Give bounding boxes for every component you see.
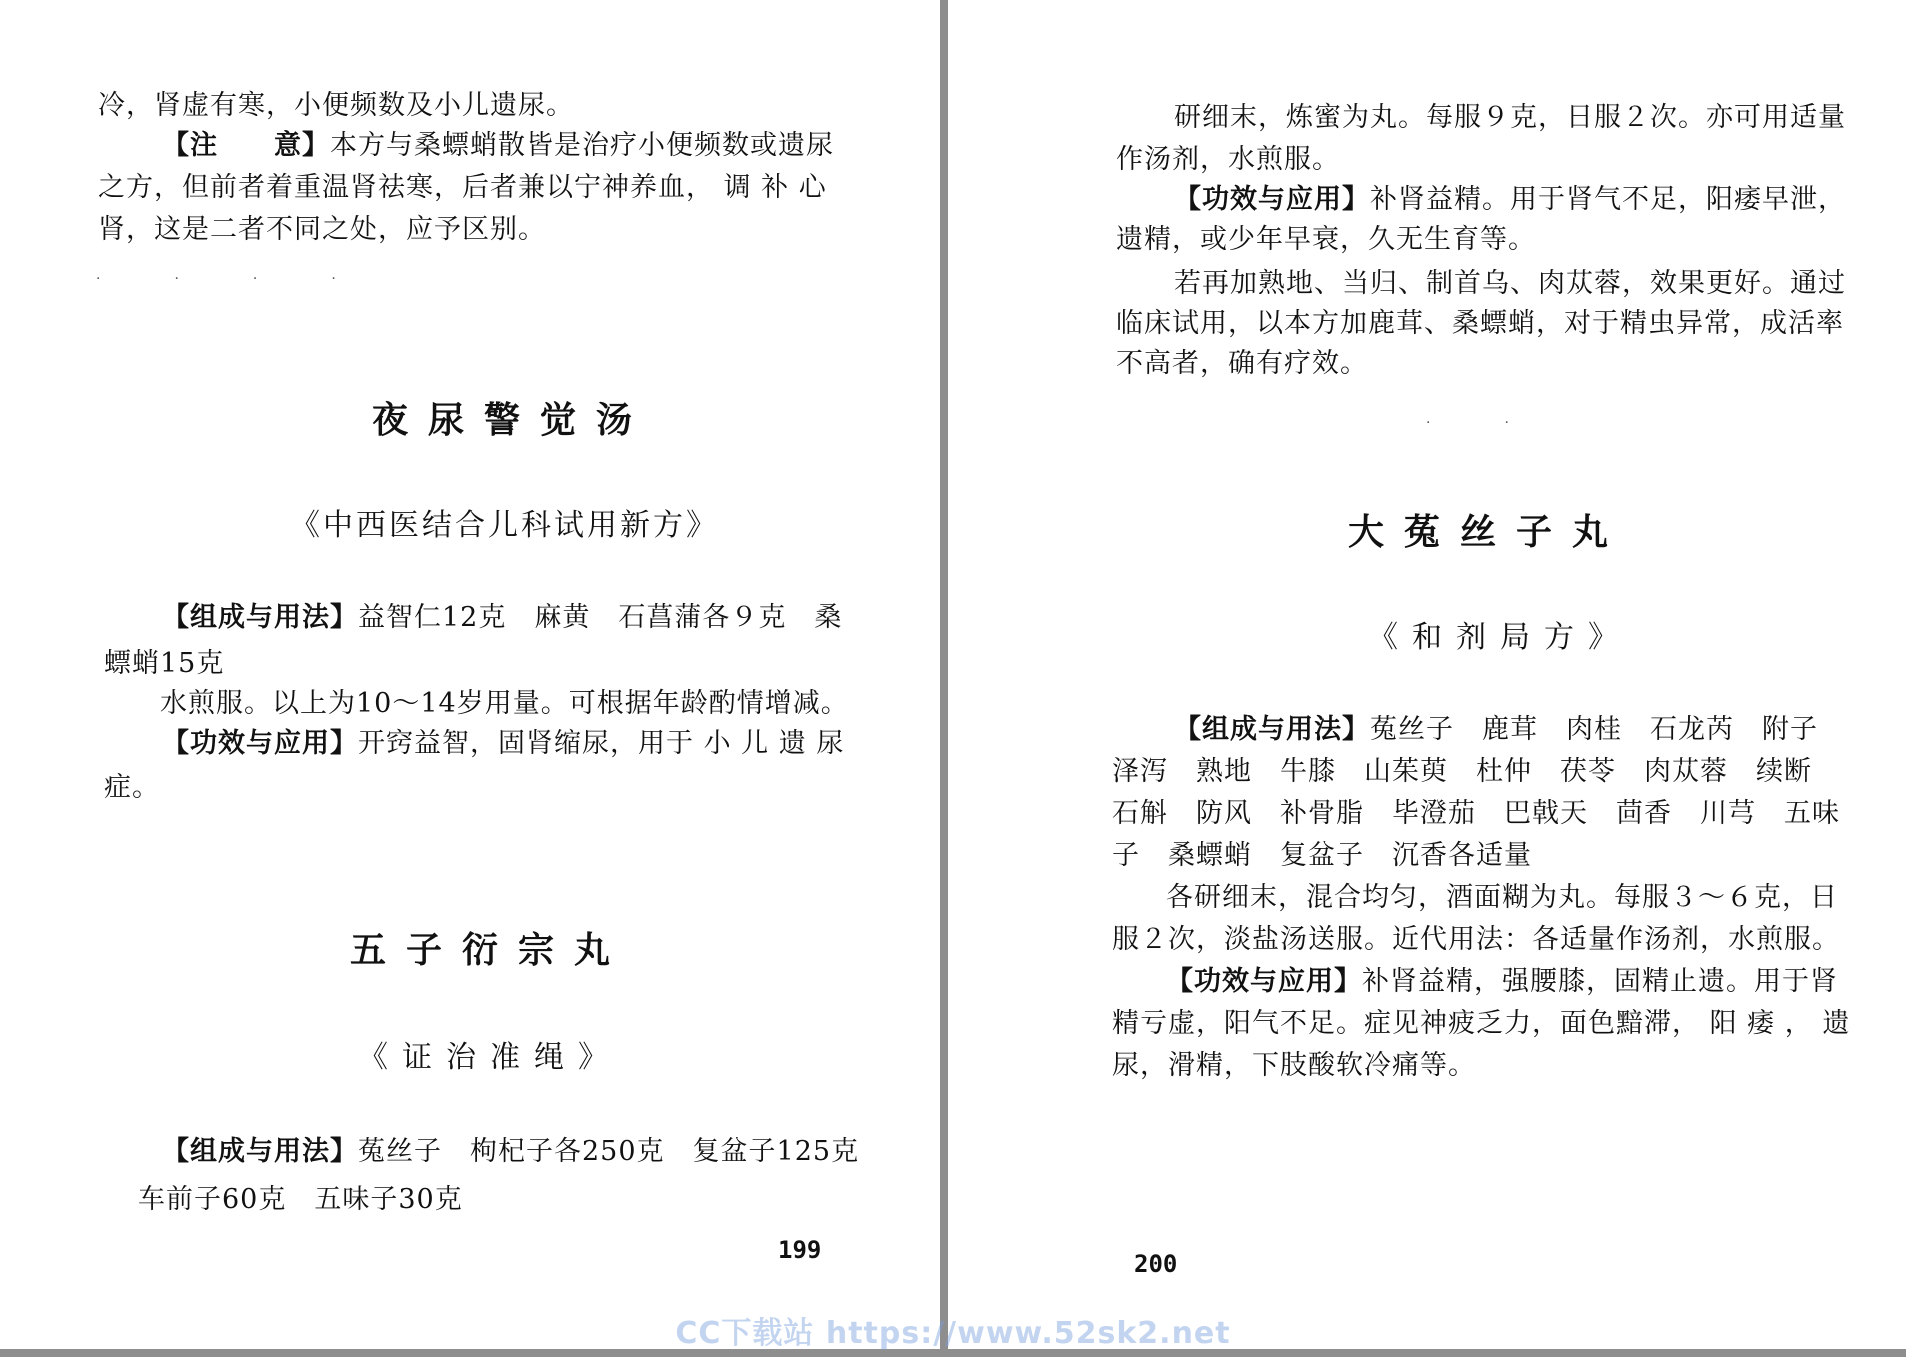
effect-label: 【功效与应用】: [162, 728, 358, 759]
text-line: 遗精，或少年早衰，久无生育等。: [1116, 224, 1536, 255]
formula-source: 《中西医结合儿科试用新方》: [290, 508, 719, 543]
text-line: 本方与桑螵蛸散皆是治疗小便频数或遗尿: [330, 130, 834, 161]
watermark: CC下载站 https://www.52sk2.net: [675, 1316, 1231, 1351]
text-line: 肾，这是二者不同之处，应予区别。: [98, 214, 546, 245]
text-line: 之方，但前者着重温肾祛寒，后者兼以宁神养血， 调 补 心: [98, 172, 827, 203]
note-label: 【注 意】: [162, 130, 330, 161]
page-number: 199: [778, 1236, 822, 1264]
text-line: 螵蛸15克: [104, 648, 225, 679]
effect-paragraph: 【功效与应用】补肾益精，强腰膝，固精止遗。用于肾: [1166, 966, 1838, 997]
right-page: [948, 0, 1906, 1357]
formula-source: 《证治准绳》: [358, 1040, 622, 1075]
left-page: [0, 0, 940, 1357]
text-line: 车前子60克 五味子30克: [138, 1184, 463, 1215]
text-line: 尿，滑精，下肢酸软冷痛等。: [1112, 1050, 1476, 1081]
text-line: 各研细末，混合均匀，酒面糊为丸。每服３～６克，日: [1166, 882, 1838, 913]
text-line: 冷，肾虚有寒，小便频数及小儿遗尿。: [98, 90, 574, 121]
page-divider: [940, 0, 948, 1357]
composition-paragraph: 【组成与用法】菟丝子 鹿茸 肉桂 石龙芮 附子: [1174, 714, 1818, 745]
scan-specks: · ·: [1426, 415, 1539, 431]
text-line: 研细末，炼蜜为丸。每服９克，日服２次。亦可用适量: [1174, 102, 1846, 133]
note-paragraph: [162, 128, 834, 164]
text-line: 精亏虚，阳气不足。症见神疲乏力，面色黯滞， 阳 痿 ， 遗: [1112, 1008, 1851, 1039]
composition-paragraph: 【组成与用法】益智仁12克 麻黄 石菖蒲各９克 桑: [162, 602, 843, 633]
text-line: 作汤剂，水煎服。: [1116, 144, 1340, 175]
text-line: 子 桑螵蛸 复盆子 沉香各适量: [1112, 840, 1532, 871]
text-line: 若再加熟地、当归、制首乌、肉苁蓉，效果更好。通过: [1174, 268, 1846, 299]
text-line: 不高者，确有疗效。: [1116, 348, 1368, 379]
text-line: 症。: [104, 772, 160, 803]
effect-label: 【功效与应用】: [1166, 966, 1362, 997]
effect-label: 【功效与应用】: [1174, 184, 1370, 215]
effect-paragraph: 【功效与应用】开窍益智，固肾缩尿，用于 小 儿 遗 尿: [162, 728, 845, 759]
composition-label: 【组成与用法】: [162, 1136, 358, 1167]
composition-label: 【组成与用法】: [162, 602, 358, 633]
formula-title: 大菟丝子丸: [1348, 511, 1629, 553]
page-number: 200: [1134, 1250, 1178, 1278]
text-line: 石斛 防风 补骨脂 毕澄茄 巴戟天 茴香 川芎 五味: [1112, 798, 1840, 829]
composition-paragraph: 【组成与用法】菟丝子 枸杞子各250克 复盆子125克: [162, 1136, 860, 1167]
text-line: 水煎服。以上为10～14岁用量。可根据年龄酌情增减。: [160, 688, 849, 719]
formula-title: 夜尿警觉汤: [372, 399, 653, 441]
formula-title: 五子衍宗丸: [350, 929, 631, 971]
text-line: 泽泻 熟地 牛膝 山茱萸 杜仲 茯苓 肉苁蓉 续断: [1112, 756, 1812, 787]
composition-label: 【组成与用法】: [1174, 714, 1370, 745]
scan-specks: · · · ·: [96, 271, 366, 287]
text-line: 服２次，淡盐汤送服。近代用法：各适量作汤剂，水煎服。: [1112, 924, 1840, 955]
effect-paragraph: 【功效与应用】补肾益精。用于肾气不足，阳痿早泄，: [1174, 184, 1846, 215]
text-line: 临床试用，以本方加鹿茸、桑螵蛸，对于精虫异常，成活率: [1116, 308, 1844, 339]
formula-source: 《和剂局方》: [1368, 620, 1632, 655]
